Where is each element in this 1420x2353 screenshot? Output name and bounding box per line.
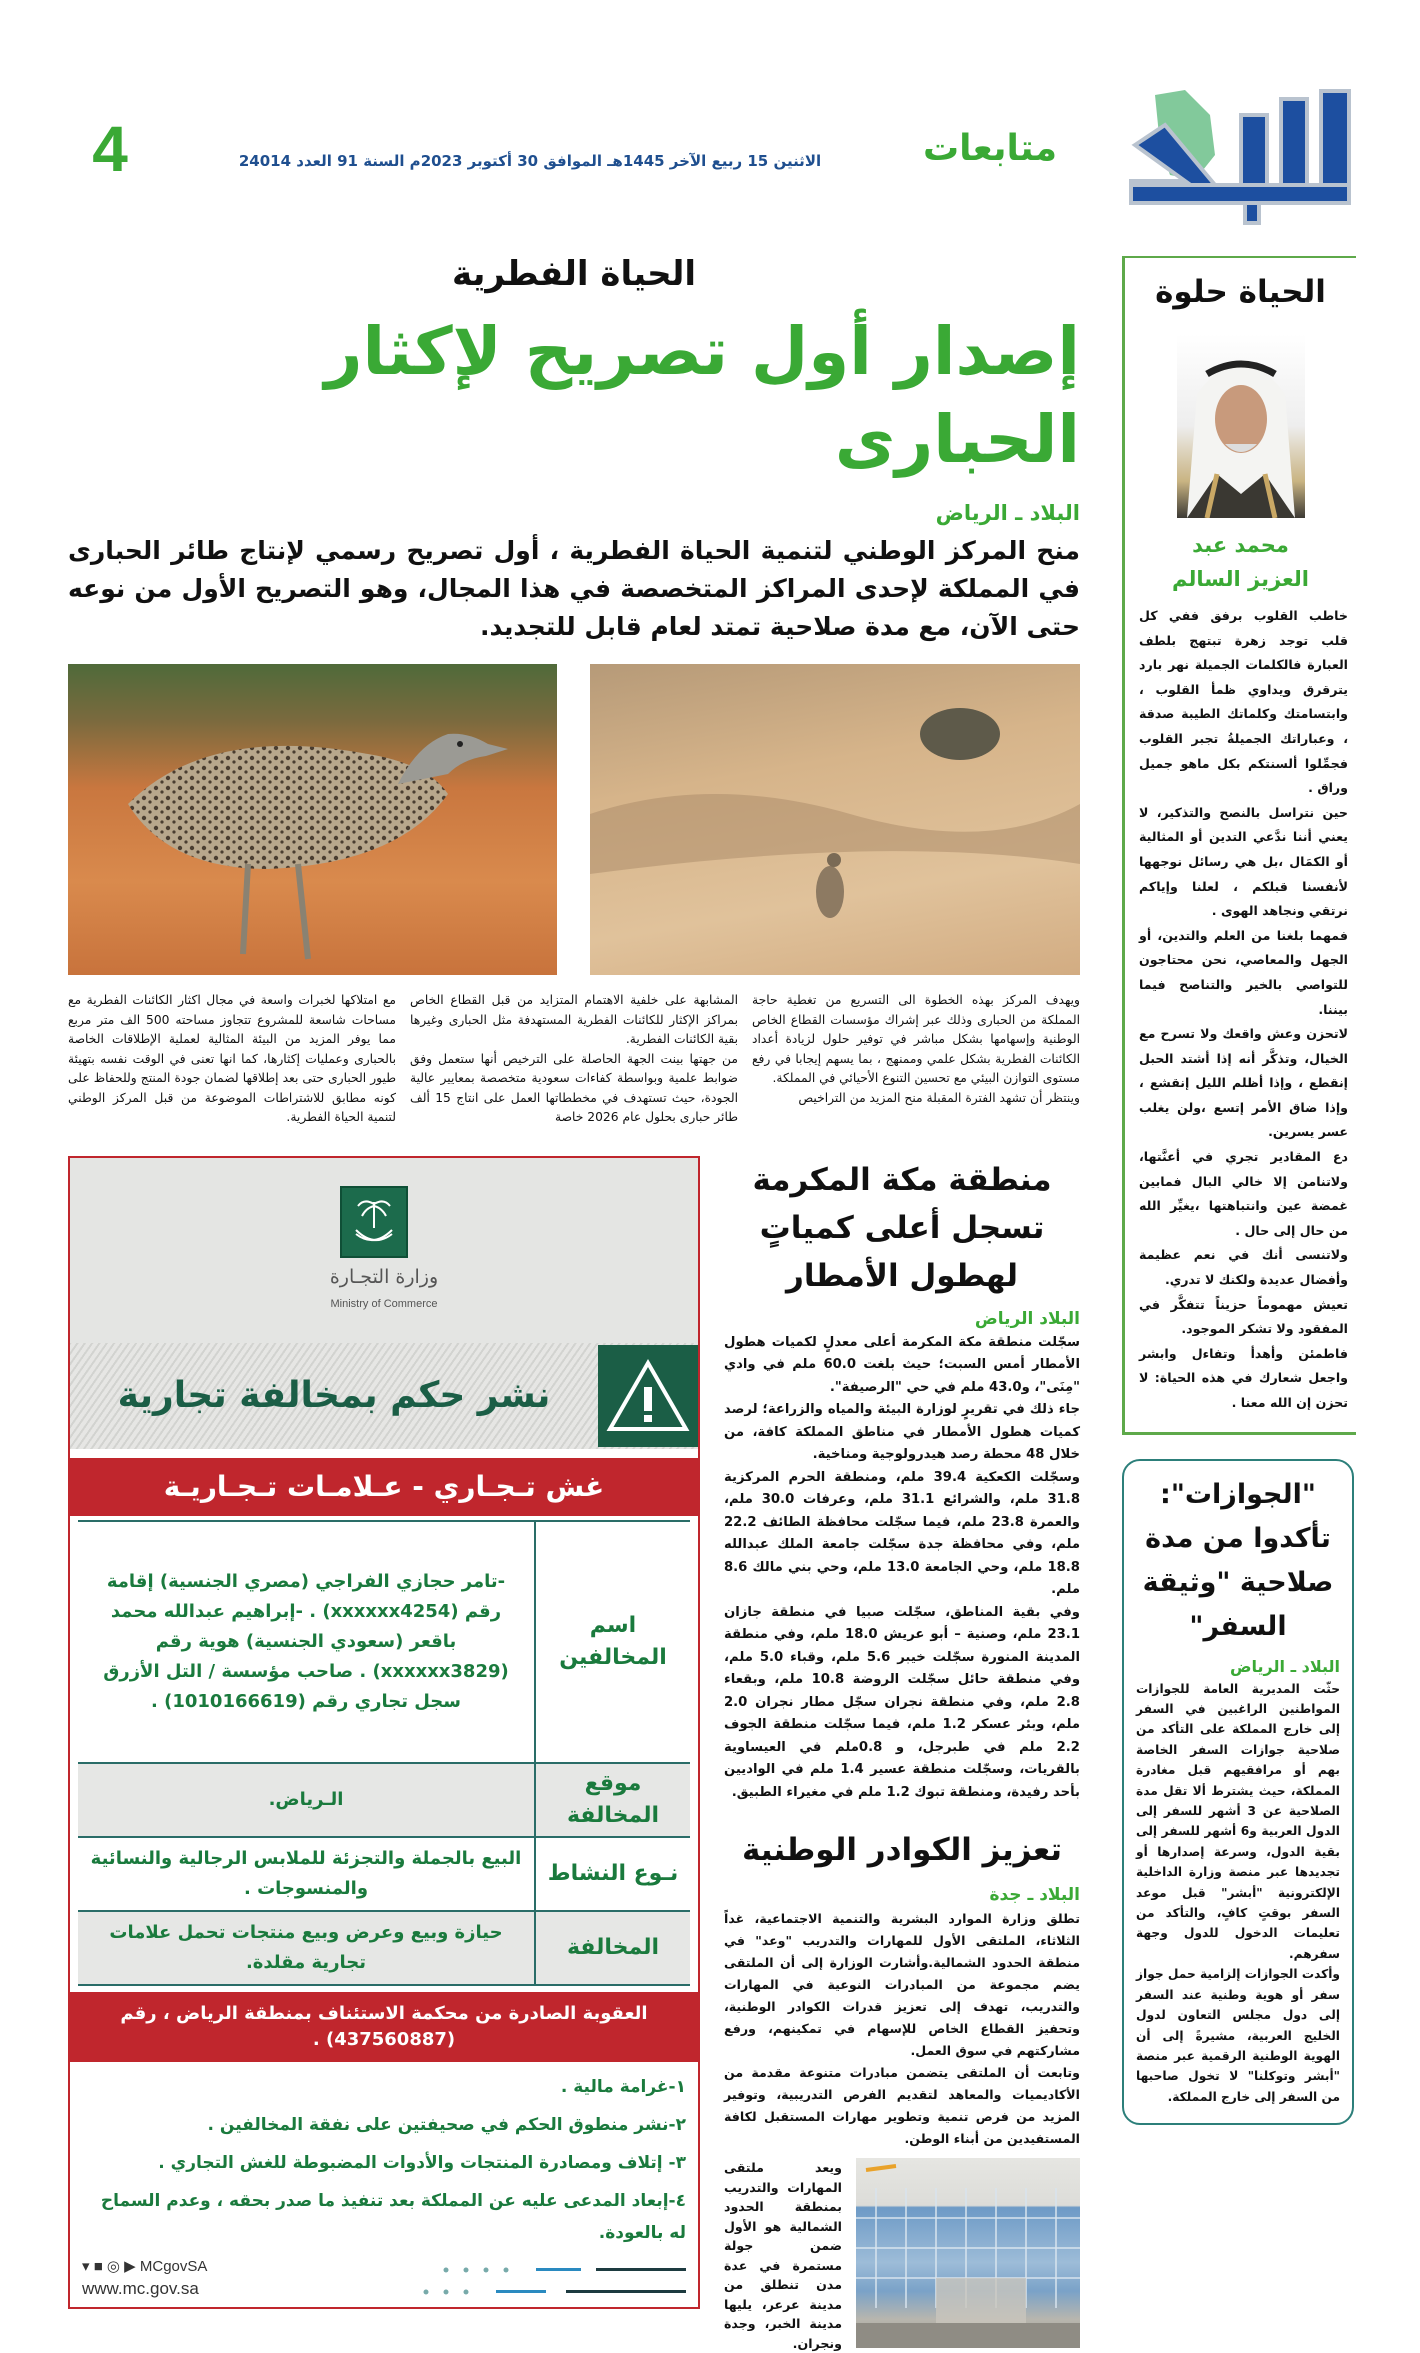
row-value: الـرياض.	[78, 1763, 535, 1837]
row-label: موقع المخالفة	[535, 1763, 690, 1837]
houbara-bird-photo	[68, 664, 557, 975]
row-value: -تامر حجازي الفراجي (مصري الجنسية) إقامة رقم (xxxxxx4254) . -إبراهيم عبدالله محمد باقعر (سعودي الجنسية) هوية رقم (xxxxxx3829) . صاحب مؤسسة / التل الأزرق سجل تجاري رقم (1010166619) .	[78, 1521, 535, 1763]
social-icons: ▾ ■ ◎ ▶	[82, 2258, 140, 2275]
website-link[interactable]: www.mc.gov.sa	[82, 2279, 199, 2299]
page-number: 4	[80, 112, 140, 186]
story-byline: البلاد ـ الرياض	[68, 498, 1080, 528]
sidebar	[1122, 256, 1356, 2125]
row-label: المخالفة	[535, 1911, 690, 1985]
makkah-byline: البلاد الرياض	[724, 1306, 1080, 1332]
ad-heading-band	[70, 1343, 698, 1449]
paragraph: تعيش مهموماً حزيناً تتفكَّر في المفقود ولا تشكر الموجود.	[1139, 1293, 1348, 1342]
ad-heading: نشر حكم بمخالفة تجارية	[70, 1367, 598, 1424]
makkah-body	[724, 1332, 1080, 1805]
ministry-of-commerce-ad	[68, 1156, 700, 2309]
desert-houbara-photo	[590, 664, 1080, 975]
penalty-item: ١-غرامة مالية .	[82, 2068, 686, 2106]
penalty-banner: العقوبة الصادرة من محكمة الاستئناف بمنطقة الرياض ، رقم (437560887) .	[70, 1992, 698, 2062]
paragraph: وسجّلت الكعكية 39.4 ملم، ومنطقة الحرم المركزية 31.8 ملم، والشرائع 31.1 ملم، وعرفات 30.0 ملم، والعمرة 23.8 ملم، فيما سجّلت محافظة الطائف 22.2 ملم، وفي محافظة جدة سجّلت جامعة الملك عبدالله 18.8 ملم، وحي الجامعة 13.0 ملم، وحي بني مالك 8.6 ملم.	[724, 1467, 1080, 1602]
paragraph: من جهتها بينت الجهة الحاصلة على الترخيص أنها ستعمل وفق ضوابط علمية وبواسطة كفاءات سعودية متخصصة بمعايير عالية الجودة، حيث تستهدف في مخططاتها العمل على انتاج 15 ألف طائر حبارى بحلول عام 2026 خاصة	[410, 1050, 738, 1128]
main-area	[68, 250, 1080, 2353]
paragraph: جاء ذلك في تقريرٍ لوزارة البيئة والمياه والزراعة؛ لرصد كميات هطول الأمطار في مناطق المملكة كافة، من خلال 48 محطة رصد هيدرولوجية ومناخية.	[724, 1399, 1080, 1467]
date-line: الاثنين 15 ربيع الآخر 1445هـ الموافق 30 أكتوبر 2023م السنة 91 العدد 24014	[205, 152, 855, 170]
author-name-line: محمد عبد	[1125, 528, 1356, 562]
paragraph: فاطمئن وأهدأ وتفاءل وابشر واجعل شعارك في هذه الحياة: لا تحزن إن الله معنا .	[1139, 1342, 1348, 1416]
table-row	[78, 1837, 690, 1911]
paragraph: وأكدت الجوازات إلزامية حمل جواز سفر أو هوية وطنية عند السفر إلى دول مجلس التعاون لدول الخليج العربية، مشيرةً إلى أن الهوية الوطنية الرقمية عبر منصة "أبشر وتوكلنا" لا تخول صاحبها من السفر إلى خارج المملكة.	[1136, 1964, 1340, 2107]
paragraph: وينتظر أن تشهد الفترة المقبلة منح المزيد من التراخيص	[752, 1089, 1080, 1109]
building-photo	[856, 2158, 1080, 2348]
jawazat-body	[1136, 1679, 1340, 2108]
paragraph: دع المقادير تجري في أعنَّتها، ولاتنامن إلا خالي البال فمابين غمضة عين وانتباهتها ،يغيِّر الله من حال إلى حال .	[1139, 1145, 1348, 1243]
makkah-headline: منطقة مكة المكرمة تسجل أعلى كمياتٍ لهطول الأمطار	[724, 1156, 1080, 1300]
kawader-byline: البلاد ـ جدة	[724, 1882, 1080, 1908]
ministry-name-ar: وزارة التجـارة	[70, 1266, 698, 1288]
column-title: الحياة حلوة	[1125, 270, 1356, 314]
social-links[interactable]	[82, 2258, 207, 2276]
author-name-line: العزيز السالم	[1125, 562, 1356, 596]
warning-icon	[598, 1345, 698, 1447]
ministry-name-en: Ministry of Commerce	[70, 1298, 698, 1310]
story-column	[68, 991, 396, 1128]
kawader-photo-row	[724, 2158, 1080, 2353]
paragraph: خاطب القلوب برفق ففي كل قلب توجد زهرة تبتهج بلطف العبارة فالكلمات الجميلة نهر بارد يترقرق ويداوي ظمأ القلوب ، وابتسامتك وكلماتك الطيبة صدقة ، وعباراتك الجميلةُ تجبر القلوب فجمِّلوا ألسنتكم بكل ماهو جميل وراق .	[1139, 604, 1348, 801]
paragraph: ولاتنسى أنك في نعم عظيمة وأفضال عديدة ولكنك لا تدري.	[1139, 1243, 1348, 1292]
story-column	[410, 991, 738, 1128]
violation-table	[78, 1520, 690, 1986]
paragraph: ويهدف المركز بهذه الخطوة الى التسريع من تغطية حاجة المملكة من الحبارى وذلك عبر إشراك مؤسسات القطاع الخاص الوطنية وإسهامها بشكل مباشر في توفير حلول لزيادة أعداد الكائنات الفطرية بشكل علمي وممنهج ، بما يسهم إيجابا في رفع مستوى التوازن البيئي مع تحسين التنوع الأحيائي في المملكة.	[752, 991, 1080, 1089]
jawazat-byline: البلاد ـ الرياض	[1136, 1655, 1340, 1679]
kawader-body	[724, 1908, 1080, 2150]
lower-section	[68, 1156, 1080, 2353]
column-author	[1125, 528, 1356, 596]
newspaper-logo	[1115, 85, 1356, 227]
paragraph: حين نتراسل بالنصح والتذكير، لا يعني أننا ندَّعي التدين أو المثالية أو الكمَال ،بل هي رسائل نوجهها لأنفسنا قبلكم ، لعلنا وإياكم نرتقي ونجاهد الهوى .	[1139, 801, 1348, 924]
paragraph: سجّلت منطقة مكة المكرمة أعلى معدلٍ لكميات هطول الأمطار أمس السبت؛ حيث بلغت 60.0 ملم في وادي "مِنَى"، و43.0 ملم في حي "الرصيفة".	[724, 1332, 1080, 1400]
violation-category: غش تـجـاري - عـلامـات تـجـاريـة	[70, 1458, 698, 1516]
paragraph: المشابهة على خلفية الاهتمام المتزايد من قبل القطاع الخاص بمراكز الإكثار للكائنات الفطرية المستهدفة مثل الحبارى وغيرها بقية الكائنات الفطرية.	[410, 991, 738, 1050]
row-value: البيع بالجملة والتجزئة للملابس الرجالية والنسائية والمنسوجات .	[78, 1837, 535, 1911]
kawader-headline: تعزيز الكوادر الوطنية	[724, 1826, 1080, 1874]
story-lead: منح المركز الوطني لتنمية الحياة الفطرية ، أول تصريح رسمي لإنتاج طائر الحبارى في المملكة لإحدى المراكز المتخصصة في هذا المجال، وهو التصريح الأول من نوعه حتى الآن، مع مدة صلاحية تمتد لعام قابل للتجديد.	[68, 532, 1080, 646]
kawader-side-text: ويعد ملتقى المهارات والتدريب بمنطقة الحدود الشمالية هو الأول ضمن جولة مستمرة في عدة مدن تنطلق من مدينة عرعر، يليها مدينة الخبر، وجدة ونجران.	[724, 2158, 842, 2353]
table-row	[78, 1521, 690, 1763]
penalty-item: ٢-نشر منطوق الحكم في صحيفتين على نفقة المخالفين .	[82, 2106, 686, 2144]
penalty-item: ٣- إتلاف ومصادرة المنتجات والأدوات المضبوطة للغش التجاري .	[82, 2144, 686, 2182]
story-headline: إصدار أول تصريح لإكثار الحبارى	[68, 308, 1080, 484]
penalty-item: ٤-إبعاد المدعى عليه عن المملكة بعد تنفيذ ما صدر بحقه ، وعدم السماح له بالعودة.	[82, 2182, 686, 2252]
story-column	[752, 991, 1080, 1128]
author-photo	[1177, 334, 1305, 518]
row-value: حيازة وبيع وعرض وبيع منتجات تحمل علامات تجارية مقلدة.	[78, 1911, 535, 1985]
ministry-emblem-icon	[340, 1186, 408, 1258]
paragraph: فمهما بلغنا من العلم والتدين، أو الجهل والمعاصي، نحن محتاجون للتواصي بالخير والتناصح فيما بيننا.	[1139, 924, 1348, 1022]
story-kicker: الحياة الفطرية	[68, 250, 1080, 298]
paragraph: حثّت المديرية العامة للجوازات المواطنين الراغبين في السفر إلى خارج المملكة على التأكد من صلاحية جوازات السفر الخاصة بهم أو مرافقيهم قبل مغادرة المملكة، حيث يشترط ألا تقل مدة الصلاحية عن 3 أشهر للسفر إلى الدول العربية و6 أشهر للسفر إلى بقية الدول، وسرعة إصدارها أو تجديدها عبر منصة وزارة الداخلية الإلكترونية "أبشر" قبل موعد السفر بوقتٍ كافٍ، والتأكد من تعليمات الدخول للدول وجهة سفرهم.	[1136, 1679, 1340, 1965]
social-handle: MCgovSA	[140, 2258, 208, 2275]
news-column	[724, 1156, 1080, 2353]
table-row	[78, 1911, 690, 1985]
ad-header	[70, 1158, 698, 1343]
paragraph: وتابعت أن الملتقى يتضمن مبادرات متنوعة مقدمة من الأكاديميات والمعاهد لتقديم الفرص التدريبية، وتوفير المزيد من فرص تنمية وتطوير مهارات المستقبل لكافة المستفيدين من أبناء الوطن.	[724, 2062, 1080, 2150]
jawazat-box	[1122, 1459, 1354, 2126]
penalty-list	[70, 2062, 698, 2252]
column-body	[1139, 604, 1348, 1416]
story-photos	[68, 664, 1080, 975]
paragraph: وفي بقية المناطق، سجّلت صبيا في منطقة جازان 23.1 ملم، وصنية – أبو عريش 18.0 ملم، وفي منطقة المدينة المنورة سجّلت خيبر 5.6 ملم، وقباء 5.0 ملم، وفي منطقة حائل سجّلت الروضة 10.8 ملم، وبقعاء 2.8 ملم، وفي منطقة نجران سجّل مطار نجران 2.0 ملم، وبئر عسكر 1.2 ملم، فيما سجّلت منطقة الجوف 2.2 ملم في طبرجل، و 0.8ملم في العيساوية بالقريات، وسجّلت منطقة عسير 1.4 ملم في الواديين بأحد رفيدة، ومنطقة تبوك 1.2 ملم في مغيراء الطبيق.	[724, 1602, 1080, 1805]
jawazat-headline: "الجوازات": تأكدوا من مدة صلاحية "وثيقة السفر"	[1136, 1473, 1340, 1649]
row-label: اسم المخالفين	[535, 1521, 690, 1763]
section-label: متابعات	[915, 128, 1065, 169]
story-body	[68, 991, 1080, 1128]
row-label: نـوع النشاط	[535, 1837, 690, 1911]
paragraph: مع امتلاكها لخبرات واسعة في مجال اكثار الكائنات الفطرية مع مساحات شاسعة للمشروع تتجاوز مساحته 500 الف متر مربع مما يوفر المزيد من البيئة المثالية لعملية الإطلاقات الخاصة بالحبارى وعمليات إكثارها، كما انها تعنى في الوقت نفسه بتهيئة طيور الحبارى حتى بعد إطلاقها لضمان جودة المنتج وللحفاظ على كونه مطابق للاشتراطات الموضوعة من قبل المركز الوطني لتنمية الحياة الفطرية.	[68, 991, 396, 1128]
ad-footer	[82, 2258, 686, 2303]
opinion-column	[1122, 256, 1356, 1435]
table-row	[78, 1763, 690, 1837]
decorative-dots	[386, 2262, 686, 2302]
paragraph: تطلق وزارة الموارد البشرية والتنمية الاجتماعية، غداً الثلاثاء، الملتقى الأول للمهارات والتدريب "وعد" في منطقة الحدود الشمالية.وأشارت الوزارة إلى أن الملتقى يضم مجموعة من المبادرات النوعية في المهارات والتدريب، تهدف إلى تعزيز قدرات الكوادر الوطنية، وتحفيز القطاع الخاص للإسهام في تمكينهم، ورفع مشاركتهم في سوق العمل.	[724, 1908, 1080, 2062]
paragraph: لاتحزن وعش واقعك ولا تسرح مع الخيال، وتذكَّر أنه إذا أشتد الحبل إنقطع ، وإذا أظلم الليل إنقشع ، وإذا ضاق الأمر إتسع ،ولن يغلب عسر يسرين.	[1139, 1022, 1348, 1145]
